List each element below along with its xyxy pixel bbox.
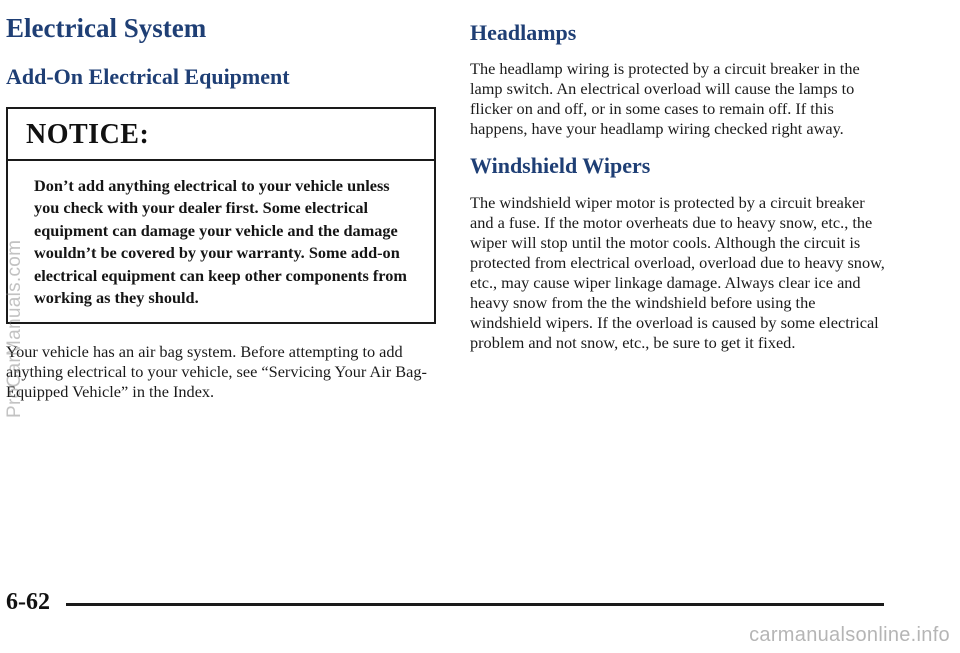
- page-number: 6-62: [6, 589, 50, 615]
- headlamps-heading: Headlamps: [470, 20, 577, 45]
- notice-box: [6, 107, 436, 324]
- footer-rule: [66, 603, 884, 606]
- windshield-wipers-paragraph: The windshield wiper motor is protected by a circuit breaker and a fuse. If the motor overheats due to heavy snow, etc., the wiper will stop until the motor cools. Although the circuit is protected from electrical overload, overload due to heavy snow, etc., may cause wiper linkage damage. Always clear ice and heavy snow from the the windshield before using the windshield wipers. If the overload is caused by some electrical problem and not snow, etc., be sure to get it fixed.: [470, 192, 885, 352]
- air-bag-paragraph: Your vehicle has an air bag system. Before attempting to add anything electrical to your vehicle, see “Servicing Your Air Bag-Equipped Vehicle” in the Index.: [6, 341, 427, 401]
- left-column: [6, 14, 446, 402]
- section-title: Electrical System: [6, 13, 207, 43]
- headlamps-paragraph: The headlamp wiring is protected by a circuit breaker in the lamp switch. An electrical overload will cause the lamps to flicker on and off, or in some cases to remain off. If this happens, have your headlamp wiring checked right away.: [470, 59, 860, 139]
- notice-text: Don’t add anything electrical to your vehicle unless you check with your dealer first. Some electrical equipment can damage your vehicle and the damage wouldn’t be covered by your warranty. Some add-on electrical equipment can keep other components from working as they should.: [34, 175, 407, 308]
- notice-label: NOTICE:: [8, 109, 434, 161]
- windshield-wipers-heading: Windshield Wipers: [470, 153, 651, 179]
- bottom-watermark: carmanualsonline.info: [749, 624, 950, 646]
- add-on-equipment-heading: Add-On Electrical Equipment: [6, 63, 290, 89]
- right-column: [470, 20, 890, 353]
- side-watermark: ProCarManuals.com: [4, 239, 25, 418]
